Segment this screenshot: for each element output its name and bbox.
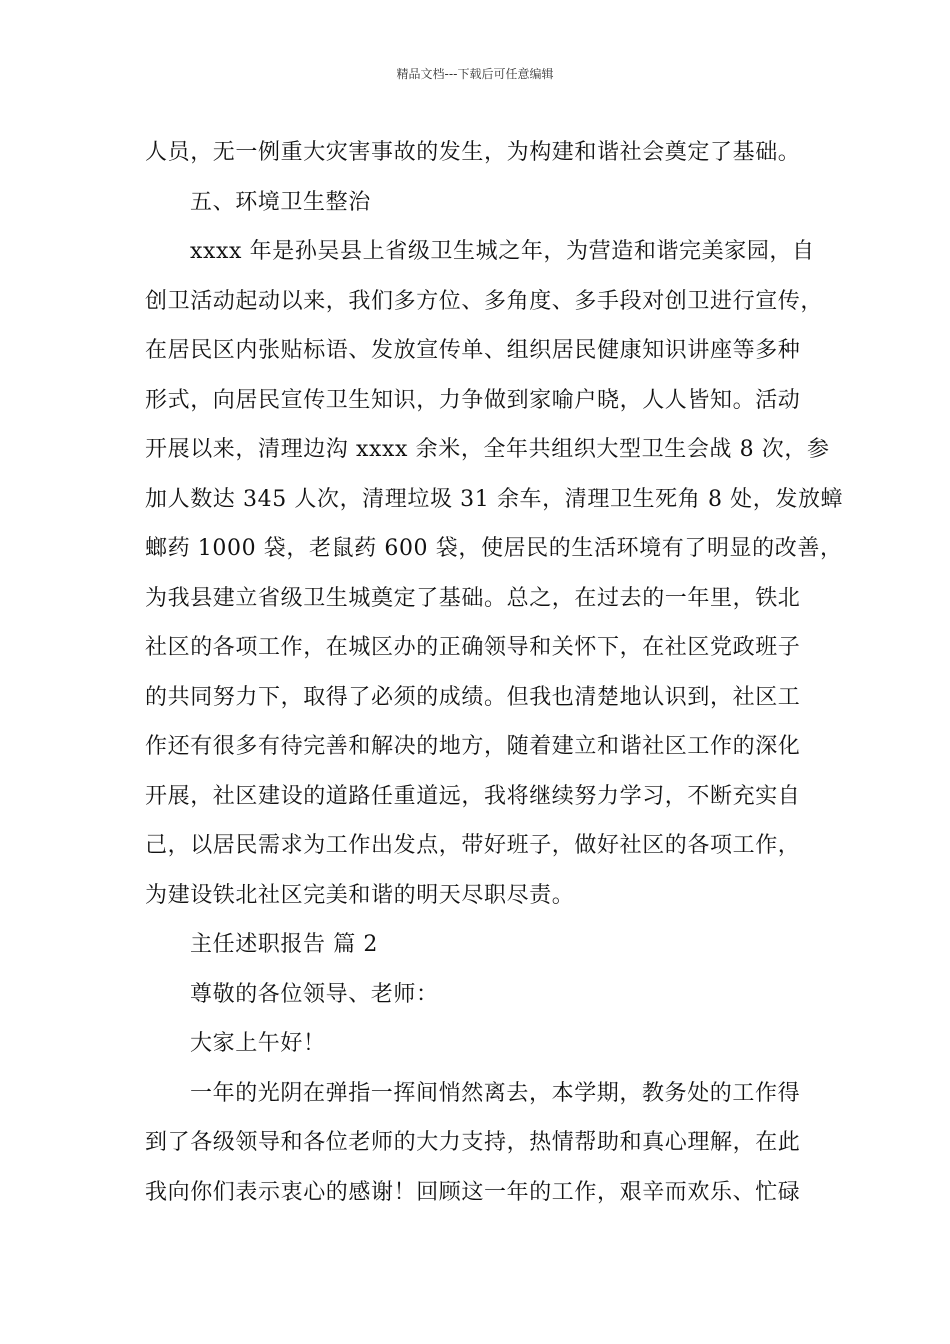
text-line: 己，以居民需求为工作出发点，带好班子，做好社区的各项工作， bbox=[145, 833, 801, 858]
text-line: 一年的光阴在弹指一挥间悄然离去，本学期，教务处的工作得 bbox=[190, 1080, 801, 1106]
text-line: 社区的各项工作，在城区办的正确领导和关怀下，在社区党政班子 bbox=[145, 635, 801, 660]
greeting: 大家上午好！ bbox=[190, 1031, 326, 1056]
text-line: 为我县建立省级卫生城奠定了基础。总之，在过去的一年里，铁北 bbox=[145, 585, 801, 611]
page-header: 精品文档---下载后可任意编辑 bbox=[396, 67, 554, 81]
report-title: 主任述职报告 篇 2 bbox=[190, 932, 378, 957]
salutation: 尊敬的各位领导、老师： bbox=[190, 981, 439, 1007]
text-line: 作还有很多有待完善和解决的地方，随着建立和谐社区工作的深化 bbox=[145, 734, 801, 759]
text-line: 形式，向居民宣传卫生知识，力争做到家喻户晓，人人皆知。活动 bbox=[145, 387, 801, 413]
text-line: 开展以来，清理边沟 xxxx 余米，全年共组织大型卫生会战 8 次，参 bbox=[145, 437, 830, 462]
text-line: 人员，无一例重大灾害事故的发生，为构建和谐社会奠定了基础。 bbox=[145, 140, 801, 165]
section-heading: 五、环境卫生整治 bbox=[190, 189, 371, 215]
text-line: 到了各级领导和各位老师的大力支持，热情帮助和真心理解，在此 bbox=[145, 1130, 801, 1155]
text-line: xxxx 年是孙吴县上省级卫生城之年，为营造和谐完美家园，自 bbox=[190, 239, 815, 264]
document-body bbox=[145, 128, 844, 1217]
text-line: 在居民区内张贴标语、发放宣传单、组织居民健康知识讲座等多种 bbox=[145, 338, 801, 363]
text-line: 螂药 1000 袋，老鼠药 600 袋，使居民的生活环境有了明显的改善， bbox=[145, 536, 843, 561]
text-line: 创卫活动起动以来，我们多方位、多角度、多手段对创卫进行宣传， bbox=[145, 288, 824, 314]
text-line: 的共同努力下，取得了必须的成绩。但我也清楚地认识到，社区工 bbox=[145, 684, 801, 710]
text-line: 我向你们表示衷心的感谢！回顾这一年的工作，艰辛而欢乐、忙碌 bbox=[145, 1179, 801, 1205]
text-line: 加人数达 345 人次，清理垃圾 31 余车，清理卫生死角 8 处，发放蟑 bbox=[145, 486, 844, 512]
text-line: 为建设铁北社区完美和谐的明天尽职尽责。 bbox=[145, 882, 575, 908]
text-line: 开展，社区建设的道路任重道远，我将继续努力学习，不断充实自 bbox=[145, 783, 801, 809]
